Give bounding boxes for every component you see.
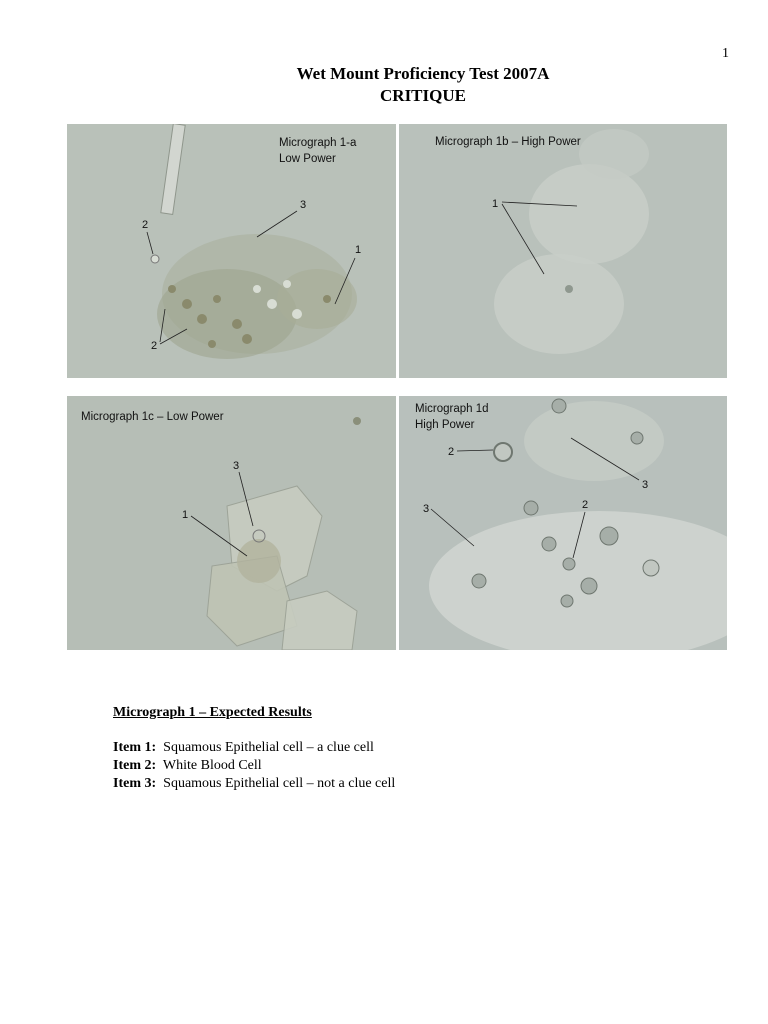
- title-line-1: Wet Mount Proficiency Test 2007A: [296, 64, 550, 83]
- micrograph-1a-number-2-top: 2: [142, 219, 149, 231]
- result-item-text: White Blood Cell: [162, 758, 262, 773]
- micrograph-1d-image: [399, 396, 727, 650]
- micrograph-1a-label-line-1: Micrograph 1-a: [279, 137, 357, 149]
- result-item-label: Item 3:: [113, 776, 157, 791]
- expected-results: [113, 704, 395, 793]
- micrograph-1d-label-line-2: High Power: [415, 419, 475, 431]
- micrograph-1d-label-line-1: Micrograph 1d: [415, 403, 489, 415]
- micrograph-1d-number-2-center: 2: [582, 499, 589, 511]
- micrograph-1c-label: Micrograph 1c – Low Power: [81, 411, 224, 423]
- micrograph-1a-image: [67, 124, 396, 378]
- micrograph-1a-label-line-2: Low Power: [279, 153, 336, 165]
- micrograph-1d-number-3-left: 3: [423, 503, 430, 515]
- micrograph-1d: [399, 396, 727, 650]
- micrograph-1c-image: [67, 396, 396, 650]
- micrograph-1d-number-3-right: 3: [642, 479, 649, 491]
- micrograph-1c: [67, 396, 396, 650]
- micrograph-1c-number-1: 1: [182, 509, 189, 521]
- page-title: [0, 63, 768, 107]
- micrograph-1b-label: Micrograph 1b – High Power: [435, 136, 581, 148]
- result-item: [113, 757, 395, 775]
- page-number: 1: [722, 46, 729, 61]
- micrograph-1d-number-2-left: 2: [448, 446, 455, 458]
- result-item-text: Squamous Epithelial cell – a clue cell: [163, 740, 374, 755]
- micrograph-1b-number-1: 1: [492, 198, 499, 210]
- result-item-label: Item 2:: [113, 758, 157, 773]
- micrograph-1b-image: [399, 124, 727, 378]
- title-line-2: CRITIQUE: [380, 86, 466, 105]
- results-heading: Micrograph 1 – Expected Results: [113, 705, 312, 720]
- result-item-label: Item 1:: [113, 740, 157, 755]
- micrograph-1a-number-2-bottom: 2: [151, 340, 158, 352]
- micrograph-1c-number-3: 3: [233, 460, 240, 472]
- micrograph-1a-number-3: 3: [300, 199, 307, 211]
- result-item: [113, 739, 395, 757]
- result-item-text: Squamous Epithelial cell – not a clue cell: [163, 776, 396, 791]
- result-item: [113, 775, 395, 793]
- micrograph-1b: [399, 124, 727, 378]
- micrograph-1a: [67, 124, 396, 378]
- micrograph-1a-number-1: 1: [355, 244, 362, 256]
